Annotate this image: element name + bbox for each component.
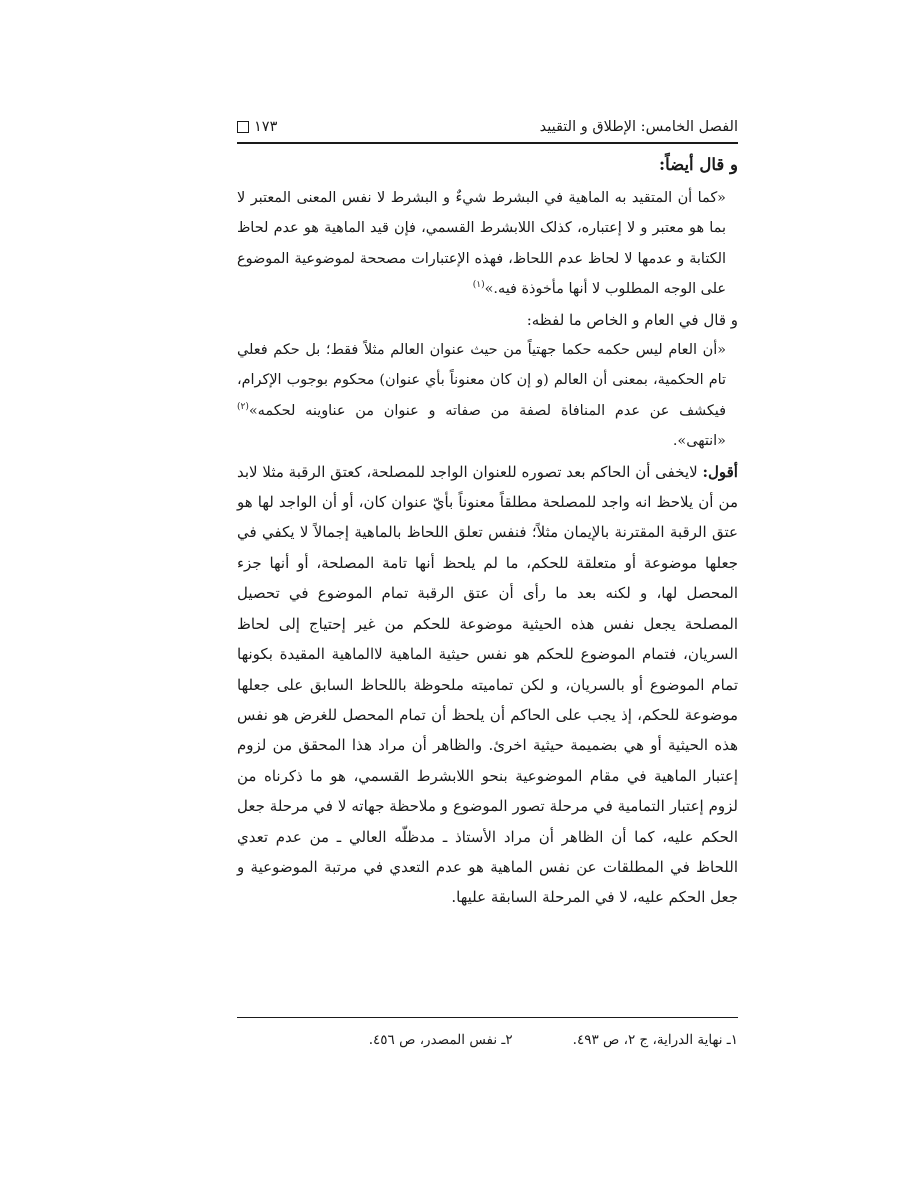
- header-rule: [237, 142, 738, 144]
- section-title: و قال أيضاً:: [659, 155, 738, 174]
- footnote-1: ١ـ نهاية الدراية، ج ٢، ص ٤٩٣.: [572, 1032, 738, 1048]
- main-paragraph-text: لايخفى أن الحاكم بعد تصوره للعنوان الواجد للمصلحة، كعتق الرقبة مثلا لابد من أن يلاحظ انه واجد للمصلحة مطلقاً معنوناً بأيّ عنوان كان، أو أن الواجد لها هو عتق الرقبة المقترنة بالإيمان مثلاً؛ فنفس تعلق اللحاظ بالماهية إجمالاً لا يكفي في جعلها موضوعة أو متعلقة للحكم، ما لم يلحظ أنها تامة المصلحة، أو أنها جزء المحصل لها، و لكنه بعد ما رأى أن عتق الرقبة تمام الموضوع في تحصيل المصلحة يجعل نفس هذه الحيثية موضوعة للحكم من غير إحتياج إلى لحاظ السريان، فتمام الموضوع للحكم هو نفس حيثية الماهية لاالماهية المقيدة بكونها تمام الموضوع أو بالسريان، و لكن تماميته ملحوظة باللحاظ السابق على جعلها موضوعة للحكم، إذ يجب على الحاكم أن يلحظ أن تمام المحصل للغرض هو نفس هذه الحيثية أو هي بضميمة حيثية اخرئ. والظاهر أن مراد هذا المحقق من لزوم إعتبار الماهية في مقام الموضوعية بنحو اللابشرط القسمي، هو ما ذكرناه من لزوم إعتبار التمامية في مرحلة تصور الموضوع و ملاحظة جهاته لا في مرحلة جعل الحكم عليه، كما أن الظاهر أن مراد الأستاذ ـ مدظلّه العالي ـ من عدم تعدي اللحاظ في المطلقات عن نفس الماهية هو عدم التعدي في مرتبة الموضوعية و جعل الحكم عليه، لا في المرحلة السابقة عليها.: [237, 462, 738, 907]
- footnote-ref-2: (٢): [237, 402, 249, 413]
- footnote-rule: [237, 1017, 738, 1018]
- quote-1: [237, 183, 738, 305]
- page-number-group: [237, 119, 277, 135]
- chapter-title: الفصل الخامس: الإطلاق و التقييد: [539, 119, 738, 135]
- intro-2: و قال في العام و الخاص ما لفظه:: [526, 310, 738, 329]
- footnotes: [237, 1032, 738, 1048]
- footnote-2: ٢ـ نفس المصدر، ص ٤٥٦.: [368, 1032, 513, 1048]
- quote-1-text: «كما أن المتقيد به الماهية في البشرط شيءٌ و البشرط لا نفس المعنى المعتبر لا بما هو معتبر و لا إعتباره، كذلک اللابشرط القسمي، فإن قيد الماهية هو عدم لحاظ الكتابة و عدمها لا لحاظ عدم اللحاظ، فهذه الإعتبارات مصححة لموضوعية الموضوع على الوجه المطلوب لا أنها مأخوذة فيه.»: [237, 190, 726, 298]
- footnote-ref-1: (١): [472, 280, 485, 291]
- quote-2-end: «انتهى».: [672, 433, 726, 450]
- page-body: [237, 147, 738, 913]
- running-header: [237, 112, 738, 142]
- square-icon: [237, 121, 249, 133]
- quote-2-text: «أن العام ليس حكمه حكما جهتياً من حيث عنوان العالم مثلاً فقط؛ بل حكم فعلي تام الحكمية، بمعنى أن العالم (و إن كان معنوناً بأي عنوان) محكوم بوجوب الإكرام، فيكشف عن عدم المنافاة لصفة من صفاته و عنوان من عناوينه لحكمه»: [237, 342, 726, 419]
- quote-2: [237, 335, 738, 457]
- main-paragraph: [237, 457, 738, 913]
- page-number: ١٧٣: [254, 119, 278, 135]
- aqulu-label: أقول:: [702, 462, 738, 481]
